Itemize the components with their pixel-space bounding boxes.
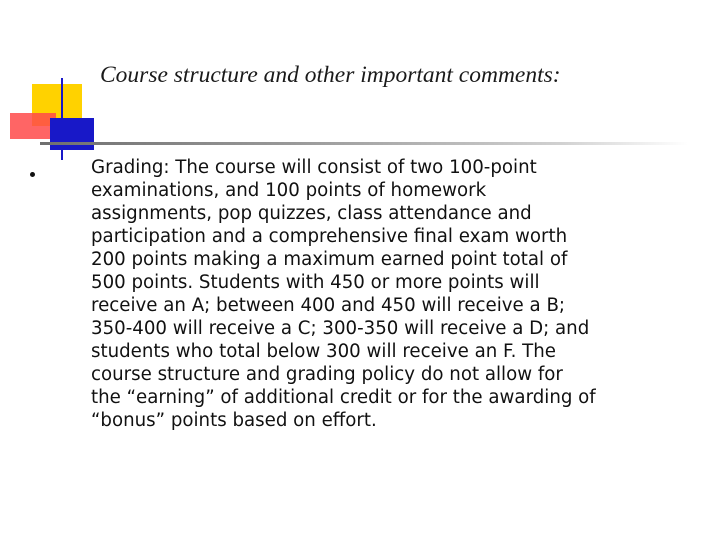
bullet-text-line: participation and a comprehensive final exam worth: [91, 226, 568, 247]
bullet-text-line: students who total below 300 will receive an F. The: [91, 341, 556, 362]
title-underline-rule: [40, 142, 688, 145]
bullet-text-line: receive an A; between 400 and 450 will receive a B;: [91, 295, 566, 316]
bullet-text-line: the “earning” of additional credit or for the awarding of: [91, 387, 596, 408]
bullet-text: [91, 156, 691, 432]
slide-title: Course structure and other important comments:: [100, 62, 561, 88]
bullet-text-line: 350-400 will receive a C; 300-350 will receive a D; and: [91, 318, 590, 339]
bullet-text-line: “bonus” points based on effort.: [91, 410, 377, 431]
bullet-text-line: course structure and grading policy do not allow for: [91, 364, 563, 385]
vertical-rule-decoration: [61, 78, 63, 160]
bullet-text-line: 200 points making a maximum earned point total of: [91, 249, 568, 270]
bullet-text-line: Grading: The course will consist of two 100-point: [91, 157, 537, 178]
bullet-text-line: examinations, and 100 points of homework: [91, 180, 487, 201]
bullet-text-line: 500 points. Students with 450 or more points will: [91, 272, 540, 293]
bullet-dot-icon: [30, 172, 35, 177]
blue-square-decoration: [50, 118, 94, 150]
bullet-text-line: assignments, pop quizzes, class attendance and: [91, 203, 532, 224]
